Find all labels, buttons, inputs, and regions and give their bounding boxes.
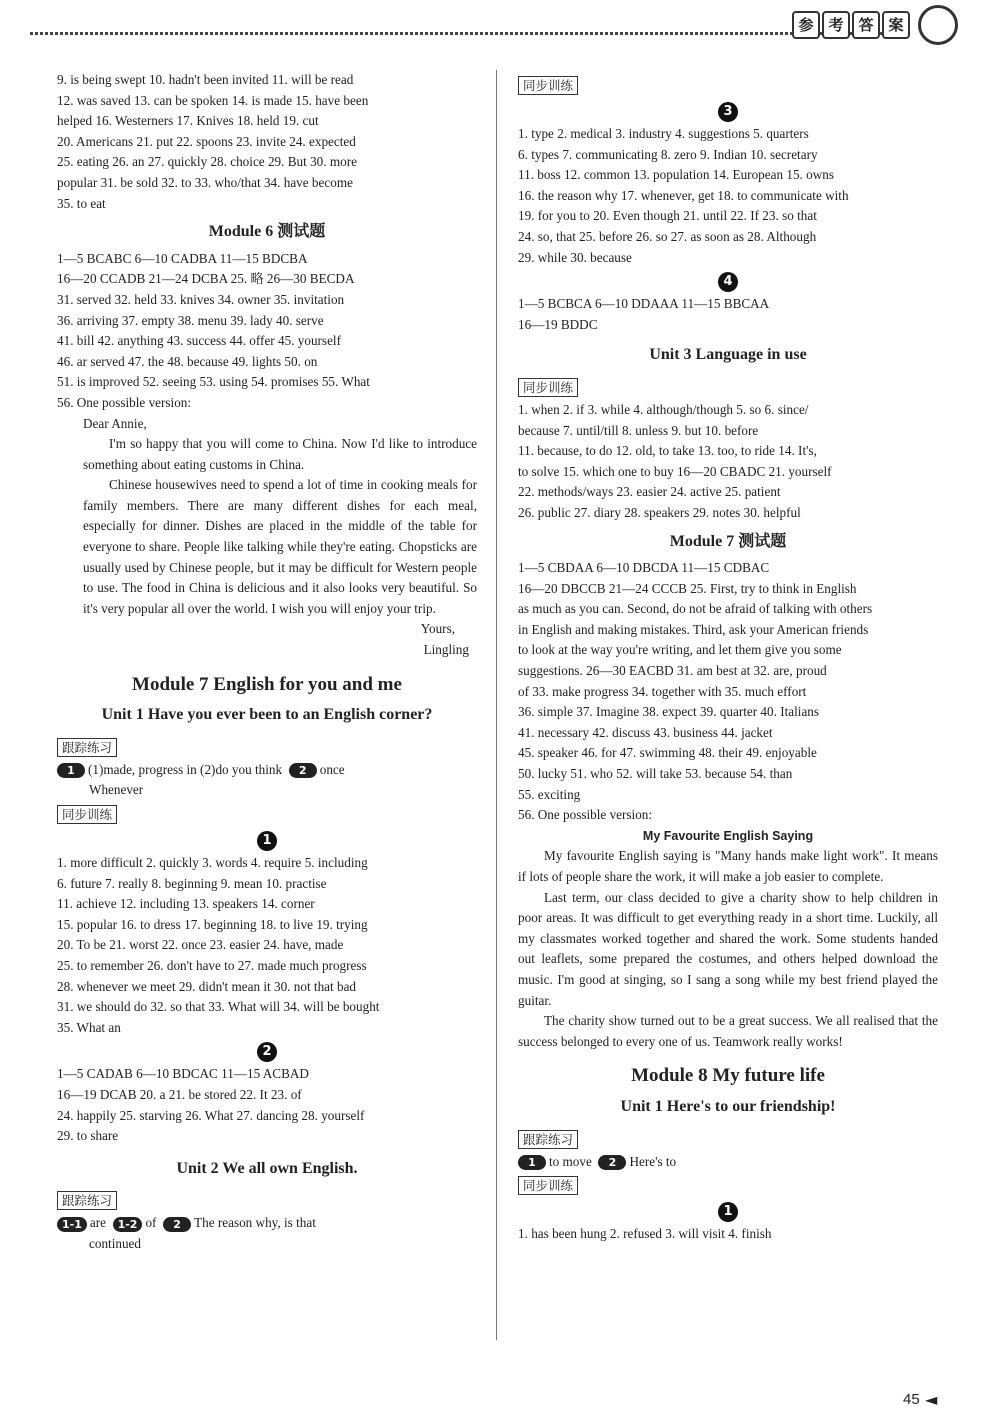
- item-number-pill: 1-2: [113, 1217, 143, 1232]
- answer-line: of 33. make progress 34. together with 35. much effort: [518, 683, 807, 699]
- answer-line: 12. was saved 13. can be spoken 14. is made 15. have been: [57, 92, 369, 108]
- essay-paragraph: The charity show turned out to be a great success. We all realised that the success belonged to every one of us. Teamwork really works!: [518, 1013, 938, 1049]
- answer-line: 24. so, that 25. before 26. so 27. as soon as 28. Although: [518, 228, 817, 244]
- unit-2-title: Unit 2 We all own English.: [176, 1159, 358, 1177]
- section-number: [57, 830, 477, 851]
- header-rule: [30, 32, 900, 35]
- letter: [57, 414, 477, 661]
- answer-text: are: [89, 1215, 106, 1231]
- answer-text: of: [145, 1215, 157, 1231]
- answer-line: 20. To be 21. worst 22. once 23. easier 24. have, made: [57, 937, 344, 953]
- answer-line: 15. popular 16. to dress 17. beginning 18. to live 19. trying: [57, 916, 368, 932]
- answer-line: 46. ar served 47. the 48. because 49. lights 50. on: [57, 353, 318, 369]
- sync-training-tag: 同步训练: [57, 805, 117, 824]
- tracking-practice-tag: 跟踪练习: [518, 1130, 578, 1149]
- answer-line: 1. more difficult 2. quickly 3. words 4. require 5. including: [57, 855, 368, 870]
- answer-line: Whenever: [89, 782, 144, 798]
- module-6-test-title: Module 6 测试题: [208, 223, 326, 241]
- answer-line: 41. necessary 42. discuss 43. business 44. jacket: [518, 724, 773, 740]
- answer-line: 26. public 27. diary 28. speakers 29. notes 30. helpful: [518, 504, 801, 520]
- module-8-unit-1-title: Unit 1 Here's to our friendship!: [620, 1097, 836, 1115]
- tracking-practice-tag: 跟踪练习: [57, 1191, 117, 1210]
- answer-line: 1. has been hung 2. refused 3. will visit 4. finish: [518, 1226, 772, 1242]
- answer-line: 22. methods/ways 23. easier 24. active 25. patient: [518, 484, 781, 500]
- module-8-title: Module 8 My future life: [631, 1065, 825, 1087]
- letter-paragraph: I'm so happy that you will come to China. Now I'd like to introduce something about eating customs in China.: [83, 436, 477, 472]
- answer-line: 6. future 7. really 8. beginning 9. mean 10. practise: [57, 875, 327, 891]
- letter-paragraph: Chinese housewives need to spend a lot of time in cooking meals for family members. There are many different dishes for each meal, especially for dinner. Dishes are placed in the middle of the table for everyone to share. People like talking while they're eating. Chopsticks are usually used by Chinese people, but it may be difficult for Western people to use. The food in China is delicious and it also looks very beautiful. So it's very popular all over the world. I wish you will enjoy your trip.: [83, 477, 477, 616]
- answer-line: 6. types 7. communicating 8. zero 9. Indian 10. secretary: [518, 146, 818, 162]
- section-number-badge: 2: [257, 1042, 277, 1062]
- answer-line: 45. speaker 46. for 47. swimming 48. their 49. enjoyable: [518, 745, 817, 761]
- essay-title: My Favourite English Saying: [642, 828, 814, 843]
- section-number-badge: 4: [718, 272, 738, 292]
- essay-paragraph: My favourite English saying is "Many hands make light work". It means if lots of people share the work, it will make a job easier to complete.: [518, 848, 938, 884]
- section-number-badge: 1: [257, 831, 277, 851]
- item-number-pill: 1: [518, 1155, 546, 1170]
- answer-line: continued: [89, 1235, 142, 1251]
- item-number-pill: 2: [598, 1155, 626, 1170]
- answer-line: 1—5 BCBCA 6—10 DDAAA 11—15 BBCAA: [518, 296, 770, 312]
- answer-text: once: [319, 761, 345, 777]
- answer-line: 1—5 BCABC 6—10 CADBA 11—15 BDCBA: [57, 250, 308, 266]
- answer-line: popular 31. be sold 32. to 33. who/that 34. have become: [57, 174, 353, 190]
- item-number-pill: 2: [163, 1217, 191, 1232]
- answer-line: 11. achieve 12. including 13. speakers 14. corner: [57, 896, 315, 912]
- answer-line: 24. happily 25. starving 26. What 27. dancing 28. yourself: [57, 1107, 365, 1123]
- answer-line: [57, 760, 477, 781]
- answer-line: 36. arriving 37. empty 38. menu 39. lady 40. serve: [57, 312, 324, 328]
- answer-line: 11. because, to do 12. old, to take 13. too, to ride 14. It's,: [518, 443, 817, 459]
- page-arrow-icon: ◄: [925, 1390, 938, 1409]
- answer-line: because 7. until/till 8. unless 9. but 10. before: [518, 422, 759, 438]
- answer-line: [57, 1213, 477, 1234]
- answer-line: 29. to share: [57, 1128, 119, 1144]
- answer-line: 9. is being swept 10. hadn't been invited 11. will be read: [57, 72, 354, 87]
- answer-line: 16. the reason why 17. whenever, get 18. to communicate with: [518, 187, 849, 203]
- letter-closing: Yours,: [420, 621, 455, 637]
- module-7-test-title: Module 7 测试题: [669, 532, 787, 550]
- letter-salutation: Dear Annie,: [83, 415, 147, 431]
- page-number: 45: [903, 1391, 920, 1408]
- answer-line: 16—20 DBCCB 21—24 CCCB 25. First, try to think in English: [518, 580, 857, 596]
- answer-line: helped 16. Westerners 17. Knives 18. held 19. cut: [57, 113, 319, 129]
- section-number: [518, 271, 938, 292]
- answer-line: 50. lucky 51. who 52. will take 53. because 54. than: [518, 766, 793, 782]
- tracking-practice-tag: 跟踪练习: [57, 738, 117, 757]
- answer-line: 25. eating 26. an 27. quickly 28. choice 29. But 30. more: [57, 154, 357, 170]
- answer-line: 31. served 32. held 33. knives 34. owner 35. invitation: [57, 291, 345, 307]
- item-number-pill: 1-1: [57, 1217, 87, 1232]
- answer-line: 55. exciting: [518, 786, 581, 802]
- module-7-title: Module 7 English for you and me: [132, 673, 402, 695]
- badge-char: 参: [792, 11, 820, 39]
- sync-training-tag: 同步训练: [518, 378, 578, 397]
- answer-line: 28. whenever we meet 29. didn't mean it 30. not that bad: [57, 978, 357, 994]
- answer-line: 16—19 BDDC: [518, 316, 598, 332]
- badge-char: 考: [822, 11, 850, 39]
- section-number: [518, 1201, 938, 1222]
- sync-training-tag: 同步训练: [518, 76, 578, 95]
- answer-text: The reason why, is that: [194, 1215, 316, 1231]
- left-column: [57, 70, 477, 1255]
- answer-line: as much as you can. Second, do not be afraid of talking with others: [518, 601, 873, 617]
- item-number-pill: 2: [289, 763, 317, 778]
- answer-line: 11. boss 12. common 13. population 14. European 15. owns: [518, 167, 834, 183]
- answer-line: 41. bill 42. anything 43. success 44. offer 45. yourself: [57, 333, 341, 349]
- column-divider: [496, 70, 497, 1340]
- sync-training-tag: 同步训练: [518, 1176, 578, 1195]
- answer-line: 1. when 2. if 3. while 4. although/though 5. so 6. since/: [518, 401, 809, 417]
- answer-line: 19. for you to 20. Even though 21. until 22. If 23. so that: [518, 208, 817, 224]
- letter-signature: Lingling: [423, 642, 469, 658]
- right-column: [518, 70, 938, 1245]
- badge-emblem-icon: [918, 5, 958, 45]
- answer-line: 1. type 2. medical 3. industry 4. suggestions 5. quarters: [518, 126, 809, 141]
- answer-line: suggestions. 26—30 EACBD 31. am best at 32. are, proud: [518, 663, 827, 679]
- unit-3-title: Unit 3 Language in use: [649, 346, 807, 364]
- answer-line: 51. is improved 52. seeing 53. using 54. promises 55. What: [57, 374, 370, 390]
- essay-paragraph: Last term, our class decided to give a charity show to help children in poor areas. It was difficult to get everything ready in a short time. Luckily, all my classmates worked together and shared the work. Some students handed out leaflets, some prepared the costumes, and others helped download the music. I'm good at singing, so I sang a song while my best friend played the guitar.: [518, 889, 938, 1008]
- unit-1-title: Unit 1 Have you ever been to an English corner?: [101, 706, 433, 724]
- answer-line: 16—20 CCADB 21—24 DCBA 25. 略 26—30 BECDA: [57, 271, 355, 287]
- answer-line: 16—19 DCAB 20. a 21. be stored 22. It 23. of: [57, 1086, 302, 1102]
- answer-key-badge: [792, 8, 958, 42]
- answer-line: 29. while 30. because: [518, 249, 632, 265]
- answer-line: [518, 1152, 938, 1173]
- badge-char: 案: [882, 11, 910, 39]
- answer-text: Here's to: [629, 1153, 677, 1169]
- answer-line: 20. Americans 21. put 22. spoons 23. invite 24. expected: [57, 133, 356, 149]
- section-number: [518, 101, 938, 122]
- answer-line: 35. to eat: [57, 195, 106, 211]
- section-number-badge: 1: [718, 1202, 738, 1222]
- answer-line: 35. What an: [57, 1019, 121, 1035]
- answer-line: 56. One possible version:: [518, 807, 653, 823]
- answer-line: 25. to remember 26. don't have to 27. made much progress: [57, 957, 367, 973]
- badge-char: 答: [852, 11, 880, 39]
- answer-line: 1—5 CADAB 6—10 BDCAC 11—15 ACBAD: [57, 1066, 309, 1082]
- answer-line: 36. simple 37. Imagine 38. expect 39. quarter 40. Italians: [518, 704, 820, 720]
- item-number-pill: 1: [57, 763, 85, 778]
- answer-text: to move: [549, 1153, 592, 1169]
- answer-text: (1)made, progress in (2)do you think: [88, 761, 283, 777]
- section-number: [57, 1041, 477, 1062]
- section-number-badge: 3: [718, 102, 738, 122]
- answer-line: to look at the way you're writing, and let them give you some: [518, 642, 842, 658]
- answer-line: in English and making mistakes. Third, ask your American friends: [518, 621, 869, 637]
- answer-line: 1—5 CBDAA 6—10 DBCDA 11—15 CDBAC: [518, 560, 770, 576]
- answer-line: 56. One possible version:: [57, 394, 192, 410]
- answer-line: 31. we should do 32. so that 33. What will 34. will be bought: [57, 999, 380, 1015]
- answer-line: to solve 15. which one to buy 16—20 CBADC 21. yourself: [518, 463, 832, 479]
